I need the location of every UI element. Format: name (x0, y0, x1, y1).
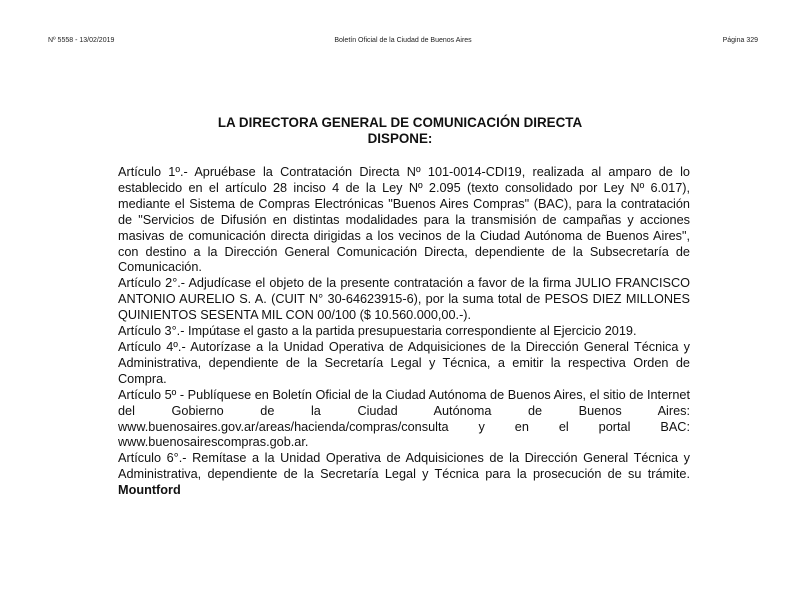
document-title (0, 115, 800, 147)
article-1: Artículo 1º.- Apruébase la Contratación Directa Nº 101-0014-CDI19, realizada al amparo de lo establecido en el artículo 28 inciso 4 de la Ley Nº 2.095 (texto consolidado por Ley Nº 6.017), mediante el Sistema de Compras Electrónicas "Buenos Aires Compras" (BAC), para la contratación de "Servicios de Difusión en distintas modalidades para la transmisión de campañas y acciones masivas de comunicación directa dirigidas a los vecinos de la Ciudad Autónoma de Buenos Aires", con destino a la Dirección General Comunicación Directa, dependiente de la Subsecretaría de Comunicación. (118, 165, 690, 275)
article-6-text: Artículo 6°.- Remítase a la Unidad Operativa de Adquisiciones de la Dirección General Técnica y Administrativa, dependiente de la Secretaría Legal y Técnica para la prosecución de su trámite. (118, 451, 690, 482)
publication-name: Boletín Oficial de la Ciudad de Buenos Aires (334, 37, 472, 44)
page-header (48, 37, 758, 49)
article-4: Artículo 4º.- Autorízase a la Unidad Operativa de Adquisiciones de la Dirección General Técnica y Administrativa, dependiente de la Secretaría Legal y Técnica, a emitir la respectiva Orden de Compra. (118, 339, 690, 386)
page-number: Página 329 (722, 37, 758, 44)
document-body (118, 165, 690, 499)
signature: Mountford (118, 483, 181, 498)
article-2: Artículo 2°.- Adjudícase el objeto de la presente contratación a favor de la firma JULIO FRANCISCO ANTONIO AURELIO S. A. (CUIT N° 30-64623915-6), por la suma total de PESOS DIEZ MILLONES QUINIENTOS SESENTA MIL CON 00/100 ($ 10.560.000,00.-). (118, 276, 690, 323)
title-line-2: DISPONE: (367, 131, 433, 146)
article-3: Artículo 3°.- Impútase el gasto a la partida presupuestaria correspondiente al Ejercicio 2019. (118, 324, 637, 339)
title-line-1: LA DIRECTORA GENERAL DE COMUNICACIÓN DIRECTA (217, 115, 583, 130)
article-5: Artículo 5º - Publíquese en Boletín Oficial de la Ciudad Autónoma de Buenos Aires, el sitio de Internet del Gobierno de la Ciudad Autónoma de Buenos Aires: www.buenosaires.gov.ar/areas/hacienda/compras/consulta y en el portal BAC: www.buenosairescompras.gob.ar. (118, 387, 690, 450)
issue-number-date: Nº 5558 - 13/02/2019 (48, 37, 115, 44)
article-6 (118, 451, 690, 499)
